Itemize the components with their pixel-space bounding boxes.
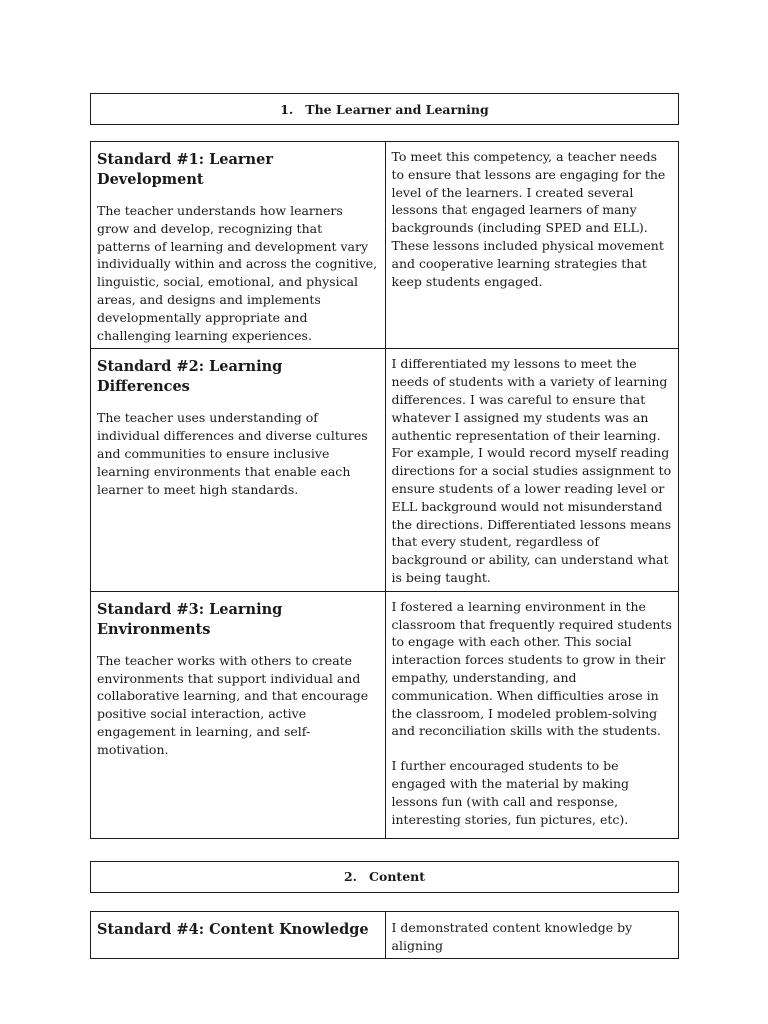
standard-cell: [91, 911, 386, 959]
standard-cell: [91, 349, 386, 591]
response-paragraph: I further encouraged students to be engaged with the material by making lessons fun (with call and response, interesting stories, fun pictures, etc).: [391, 758, 630, 827]
section-number: 2.: [343, 869, 358, 885]
response-cell: [385, 349, 679, 591]
section-title: Content: [369, 869, 426, 885]
response-paragraph: To meet this competency, a teacher needs to ensure that lessons are engaging for the level of the learners. I created several lessons that engaged learners of many backgrounds (including SPED and ELL). These lessons included physical movement and cooperative learning strategies that keep students engaged.: [391, 149, 666, 289]
standards-table-content: [90, 911, 679, 960]
table-row-standard-4: [91, 911, 679, 959]
response-paragraph: I demonstrated content knowledge by aligning: [391, 919, 633, 953]
standard-title: Standard #4: Content Knowledge: [97, 920, 369, 938]
response-cell: [385, 911, 679, 959]
table-row-standard-3: [91, 591, 679, 838]
standard-title: Standard #1: Learner Development: [97, 151, 273, 188]
section-header-content: [90, 861, 679, 893]
section-title: The Learner and Learning: [305, 101, 489, 117]
table-row-standard-2: [91, 349, 679, 591]
table-row-standard-1: [91, 142, 679, 349]
response-paragraph: I fostered a learning environment in the classroom that frequently required students to engage with each other. This social interaction forces students to grow in their empathy, understanding, and communication. When difficulties arose in the classroom, I modeled problem-solving and reconciliation skills with the students.: [391, 598, 672, 739]
standards-table-learner-and-learning: [90, 141, 679, 839]
standard-description: The teacher understands how learners grow and develop, recognizing that patterns of learning and development vary individually within and across the cognitive, linguistic, social, emotional, and physical areas, and designs and implements developmentally appropriate and challenging learning experiences.: [97, 203, 378, 343]
standard-cell: [91, 591, 386, 838]
section-number: 1.: [280, 101, 294, 117]
response-cell: [385, 142, 679, 349]
section-header-learner-and-learning: [90, 93, 679, 125]
standard-description: The teacher works with others to create environments that support individual and collaborative learning, and that encourage positive social interaction, active engagement in learning, and self-motivation.: [97, 652, 369, 757]
response-paragraph: I differentiated my lessons to meet the needs of students with a variety of learning differences. I was careful to ensure that whatever I assigned my students was an authentic representation of their learning. For example, I would record myself reading directions for a social studies assignment to ensure students of a lower reading level or ELL background would not misunderstand the directions. Differentiated lessons means that every student, regardless of background or ability, can understand what is being taught.: [391, 356, 672, 585]
document-page: [90, 93, 679, 959]
standard-description: The teacher uses understanding of individual differences and diverse cultures and communities to ensure inclusive learning environments that enable each learner to meet high standards.: [97, 410, 368, 497]
response-cell: [385, 591, 679, 838]
standard-title: Standard #2: Learning Differences: [97, 358, 283, 396]
standard-cell: [91, 142, 386, 349]
standard-title: Standard #3: Learning Environments: [97, 600, 283, 638]
